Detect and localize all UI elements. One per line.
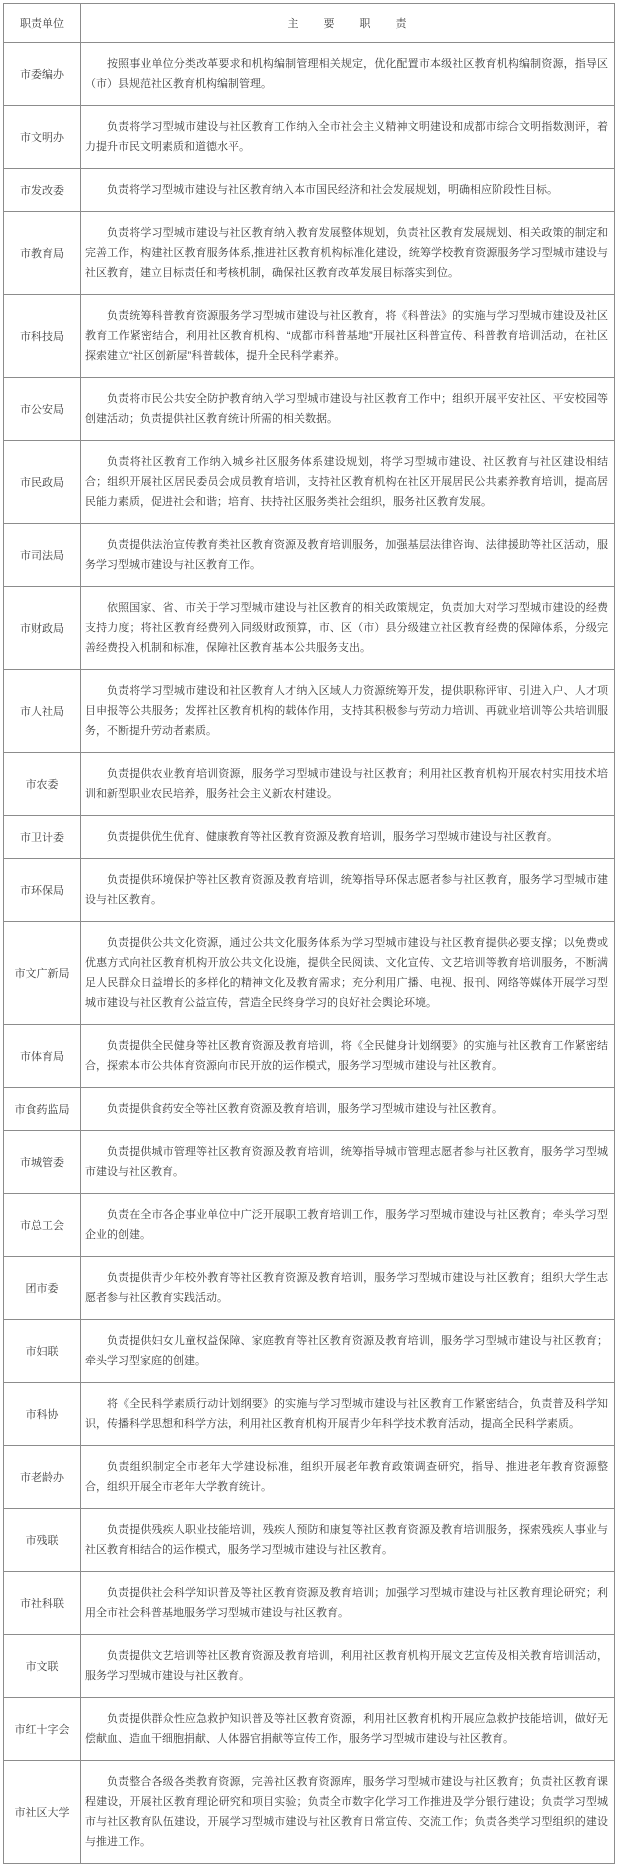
column-header-duty: 主 要 职 责 <box>81 4 615 43</box>
unit-cell: 市委编办 <box>4 43 81 106</box>
duty-text: 负责提供食药安全等社区教育资源及教育培训，服务学习型城市建设与社区教育。 <box>107 1103 503 1115</box>
duty-text: 负责提供优生优育、健康教育等社区教育资源及教育培训，服务学习型城市建设与社区教育。 <box>107 831 558 843</box>
table-row <box>4 670 615 753</box>
unit-cell: 市发改委 <box>4 169 81 212</box>
duty-cell <box>81 1635 615 1698</box>
duty-cell <box>81 43 615 106</box>
column-header-unit: 职责单位 <box>4 4 81 43</box>
table-row <box>4 441 615 524</box>
duty-cell <box>81 1509 615 1572</box>
header-row <box>4 4 615 43</box>
unit-cell: 市文联 <box>4 1635 81 1698</box>
duty-text: 负责提供城市管理等社区教育资源及教育培训，统筹指导城市管理志愿者参与社区教育，服务学习型城市建设与社区教育。 <box>85 1146 608 1178</box>
unit-cell: 市民政局 <box>4 441 81 524</box>
duty-cell <box>81 169 615 212</box>
duty-cell <box>81 441 615 524</box>
table-row <box>4 1572 615 1635</box>
duty-cell <box>81 859 615 922</box>
duty-text: 负责整合各级各类教育资源，完善社区教育资源库，服务学习型城市建设与社区教育；负责社区教育课程建设，开展社区教育理论研究和项目实验；负责全市数字化学习工作推进及学分银行建设；负责学习型城市与社区教育队伍建设，开展学习型城市建设与社区教育日常宣传、交流工作；负责各类学习型组织的建设与推进工作。 <box>85 1776 608 1848</box>
table-row <box>4 1635 615 1698</box>
table-row <box>4 212 615 295</box>
duty-cell <box>81 1698 615 1761</box>
table-row <box>4 1257 615 1320</box>
table-row <box>4 1698 615 1761</box>
duty-text: 负责将学习型城市建设与社区教育工作纳入全市社会主义精神文明建设和成都市综合文明指数测评，着力提升市民文明素质和道德水平。 <box>85 121 608 153</box>
table-row <box>4 922 615 1025</box>
table-row <box>4 295 615 378</box>
table-row <box>4 816 615 859</box>
table-row <box>4 1383 615 1446</box>
unit-cell: 市城管委 <box>4 1131 81 1194</box>
duty-cell <box>81 1446 615 1509</box>
duty-cell <box>81 106 615 169</box>
unit-cell: 市人社局 <box>4 670 81 753</box>
duty-text: 负责在全市各企事业单位中广泛开展职工教育培训工作，服务学习型城市建设与社区教育；牵头学习型企业的创建。 <box>85 1209 608 1241</box>
table-row <box>4 753 615 816</box>
table-row <box>4 1509 615 1572</box>
duty-cell <box>81 587 615 670</box>
unit-cell: 市总工会 <box>4 1194 81 1257</box>
unit-cell: 市社科联 <box>4 1572 81 1635</box>
duty-cell <box>81 1383 615 1446</box>
duty-cell <box>81 295 615 378</box>
duty-text: 负责将市民公共安全防护教育纳入学习型城市建设与社区教育工作中；组织开展平安社区、平安校园等创建活动；负责提供社区教育统计所需的相关数据。 <box>85 393 608 425</box>
table-row <box>4 378 615 441</box>
duty-cell <box>81 1131 615 1194</box>
duty-cell <box>81 1025 615 1088</box>
unit-cell: 市红十字会 <box>4 1698 81 1761</box>
unit-cell: 市财政局 <box>4 587 81 670</box>
duty-text: 负责提供青少年校外教育等社区教育资源及教育培训，服务学习型城市建设与社区教育；组织大学生志愿者参与社区教育实践活动。 <box>85 1272 608 1304</box>
table-row <box>4 524 615 587</box>
duty-table-header <box>4 4 615 43</box>
duty-table <box>3 3 615 1864</box>
duty-cell <box>81 1088 615 1131</box>
duty-cell <box>81 753 615 816</box>
table-row <box>4 859 615 922</box>
unit-cell: 市体育局 <box>4 1025 81 1088</box>
table-row <box>4 106 615 169</box>
duty-text: 负责将社区教育工作纳入城乡社区服务体系建设规划，将学习型城市建设、社区教育与社区建设相结合；组织开展社区居民委员会成员教育培训，支持社区教育机构在社区开展居民公共素养教育培训，提高居民能力素质，促进社会和谐；培育、扶持社区服务类社会组织，服务社区教育发展。 <box>85 456 608 508</box>
duty-text: 负责提供妇女儿童权益保障、家庭教育等社区教育资源及教育培训，服务学习型城市建设与社区教育；牵头学习型家庭的创建。 <box>85 1335 608 1367</box>
duty-text: 负责将学习型城市建设和社区教育人才纳入区域人力资源统筹开发，提供职称评审、引进入户、人才项目申报等公共服务；发挥社区教育机构的载体作用，支持其积极参与劳动力培训、再就业培训等公共培训服务，不断提升劳动者素质。 <box>85 685 608 737</box>
duty-text: 负责提供农业教育培训资源，服务学习型城市建设与社区教育；利用社区教育机构开展农村实用技术培训和新型职业农民培养，服务社会主义新农村建设。 <box>85 768 608 800</box>
duty-cell <box>81 1257 615 1320</box>
table-body <box>4 43 615 1864</box>
table-row <box>4 1088 615 1131</box>
table-row <box>4 1446 615 1509</box>
unit-cell: 市科协 <box>4 1383 81 1446</box>
unit-cell: 市社区大学 <box>4 1761 81 1864</box>
unit-cell: 市食药监局 <box>4 1088 81 1131</box>
unit-cell: 市残联 <box>4 1509 81 1572</box>
duty-cell <box>81 670 615 753</box>
duty-text: 负责组织制定全市老年大学建设标准，组织开展老年教育政策调查研究，指导、推进老年教育资源整合，组织开展全市老年大学教育统计。 <box>85 1461 608 1493</box>
duty-text: 负责提供全民健身等社区教育资源及教育培训，将《全民健身计划纲要》的实施与社区教育工作紧密结合，探索本市公共体育资源向市民开放的运作模式，服务学习型城市建设与社区教育。 <box>85 1040 608 1072</box>
unit-cell: 团市委 <box>4 1257 81 1320</box>
unit-cell: 市老龄办 <box>4 1446 81 1509</box>
duty-cell <box>81 1572 615 1635</box>
duty-text: 负责提供文艺培训等社区教育资源及教育培训，利用社区教育机构开展文艺宣传及相关教育培训活动，服务学习型城市建设与社区教育。 <box>85 1650 608 1682</box>
table-row <box>4 1131 615 1194</box>
table-row <box>4 1194 615 1257</box>
table-row <box>4 1320 615 1383</box>
unit-cell: 市卫计委 <box>4 816 81 859</box>
unit-cell: 市公安局 <box>4 378 81 441</box>
table-row <box>4 169 615 212</box>
duty-cell <box>81 524 615 587</box>
duty-cell <box>81 816 615 859</box>
duty-cell <box>81 212 615 295</box>
duty-text: 负责提供环境保护等社区教育资源及教育培训，统筹指导环保志愿者参与社区教育，服务学习型城市建设与社区教育。 <box>85 874 608 906</box>
duty-text: 负责统筹科普教育资源服务学习型城市建设与社区教育，将《科普法》的实施与学习型城市建设及社区教育工作紧密结合，利用社区教育机构、“成都市科普基地”开展社区科普宣传、科普教育培训活动，在社区探索建立“社区创新屋”科普载体，提升全民科学素养。 <box>85 310 608 362</box>
unit-cell: 市司法局 <box>4 524 81 587</box>
duty-cell <box>81 1761 615 1864</box>
unit-cell: 市农委 <box>4 753 81 816</box>
duty-text: 负责提供群众性应急救护知识普及等社区教育资源，利用社区教育机构开展应急救护技能培训，做好无偿献血、造血干细胞捐献、人体器官捐献等宣传工作，服务学习型城市建设与社区教育。 <box>85 1713 608 1745</box>
unit-cell: 市环保局 <box>4 859 81 922</box>
duty-cell <box>81 1320 615 1383</box>
duty-text: 负责提供社会科学知识普及等社区教育资源及教育培训；加强学习型城市建设与社区教育理论研究；利用全市社会科普基地服务学习型城市建设与社区教育。 <box>85 1587 608 1619</box>
duty-cell <box>81 378 615 441</box>
duty-text: 依照国家、省、市关于学习型城市建设与社区教育的相关政策规定，负责加大对学习型城市建设的经费支持力度；将社区教育经费列入同级财政预算，市、区（市）县分级建立社区教育经费的保障体系，分级完善经费投入机制和标准，保障社区教育基本公共服务支出。 <box>85 602 608 654</box>
unit-cell: 市文明办 <box>4 106 81 169</box>
duty-text: 负责提供公共文化资源，通过公共文化服务体系为学习型城市建设与社区教育提供必要支撑；以免费或优惠方式向社区教育机构开放公共文化设施，提供全民阅读、文化宣传、文艺培训等教育培训服务，不断满足人民群众日益增长的多样化的精神文化及教育需求；充分利用广播、电视、报刊、网络等媒体开展学习型城市建设与社区教育公益宣传，营造全民终身学习的良好社会舆论环境。 <box>85 937 608 1009</box>
duty-text: 负责将学习型城市建设与社区教育纳入教育发展整体规划，负责社区教育发展规划、相关政策的制定和完善工作，构建社区教育服务体系,推进社区教育机构标准化建设，统筹学校教育资源服务学习型城市建设与社区教育，建立目标责任和考核机制，确保社区教育改革发展目标落实到位。 <box>85 227 608 279</box>
unit-cell: 市科技局 <box>4 295 81 378</box>
table-row <box>4 43 615 106</box>
duty-cell <box>81 922 615 1025</box>
duty-text: 按照事业单位分类改革要求和机构编制管理相关规定，优化配置市本级社区教育机构编制资源，指导区（市）县规范社区教育机构编制管理。 <box>85 58 608 90</box>
table-row <box>4 1761 615 1864</box>
table-row <box>4 1025 615 1088</box>
duty-text: 负责提供法治宣传教育类社区教育资源及教育培训服务，加强基层法律咨询、法律援助等社区活动，服务学习型城市建设与社区教育工作。 <box>85 539 608 571</box>
duty-cell <box>81 1194 615 1257</box>
duty-text: 负责将学习型城市建设与社区教育纳入本市国民经济和社会发展规划，明确相应阶段性目标。 <box>107 184 558 196</box>
unit-cell: 市教育局 <box>4 212 81 295</box>
duty-text: 负责提供残疾人职业技能培训，残疾人预防和康复等社区教育资源及教育培训服务，探索残疾人事业与社区教育相结合的运作模式，服务学习型城市建设与社区教育。 <box>85 1524 608 1556</box>
unit-cell: 市妇联 <box>4 1320 81 1383</box>
duty-text: 将《全民科学素质行动计划纲要》的实施与学习型城市建设与社区教育工作紧密结合，负责普及科学知识，传播科学思想和科学方法，利用社区教育机构开展青少年科学技术教育活动，提高全民科学素质。 <box>85 1398 608 1430</box>
table-row <box>4 587 615 670</box>
unit-cell: 市文广新局 <box>4 922 81 1025</box>
